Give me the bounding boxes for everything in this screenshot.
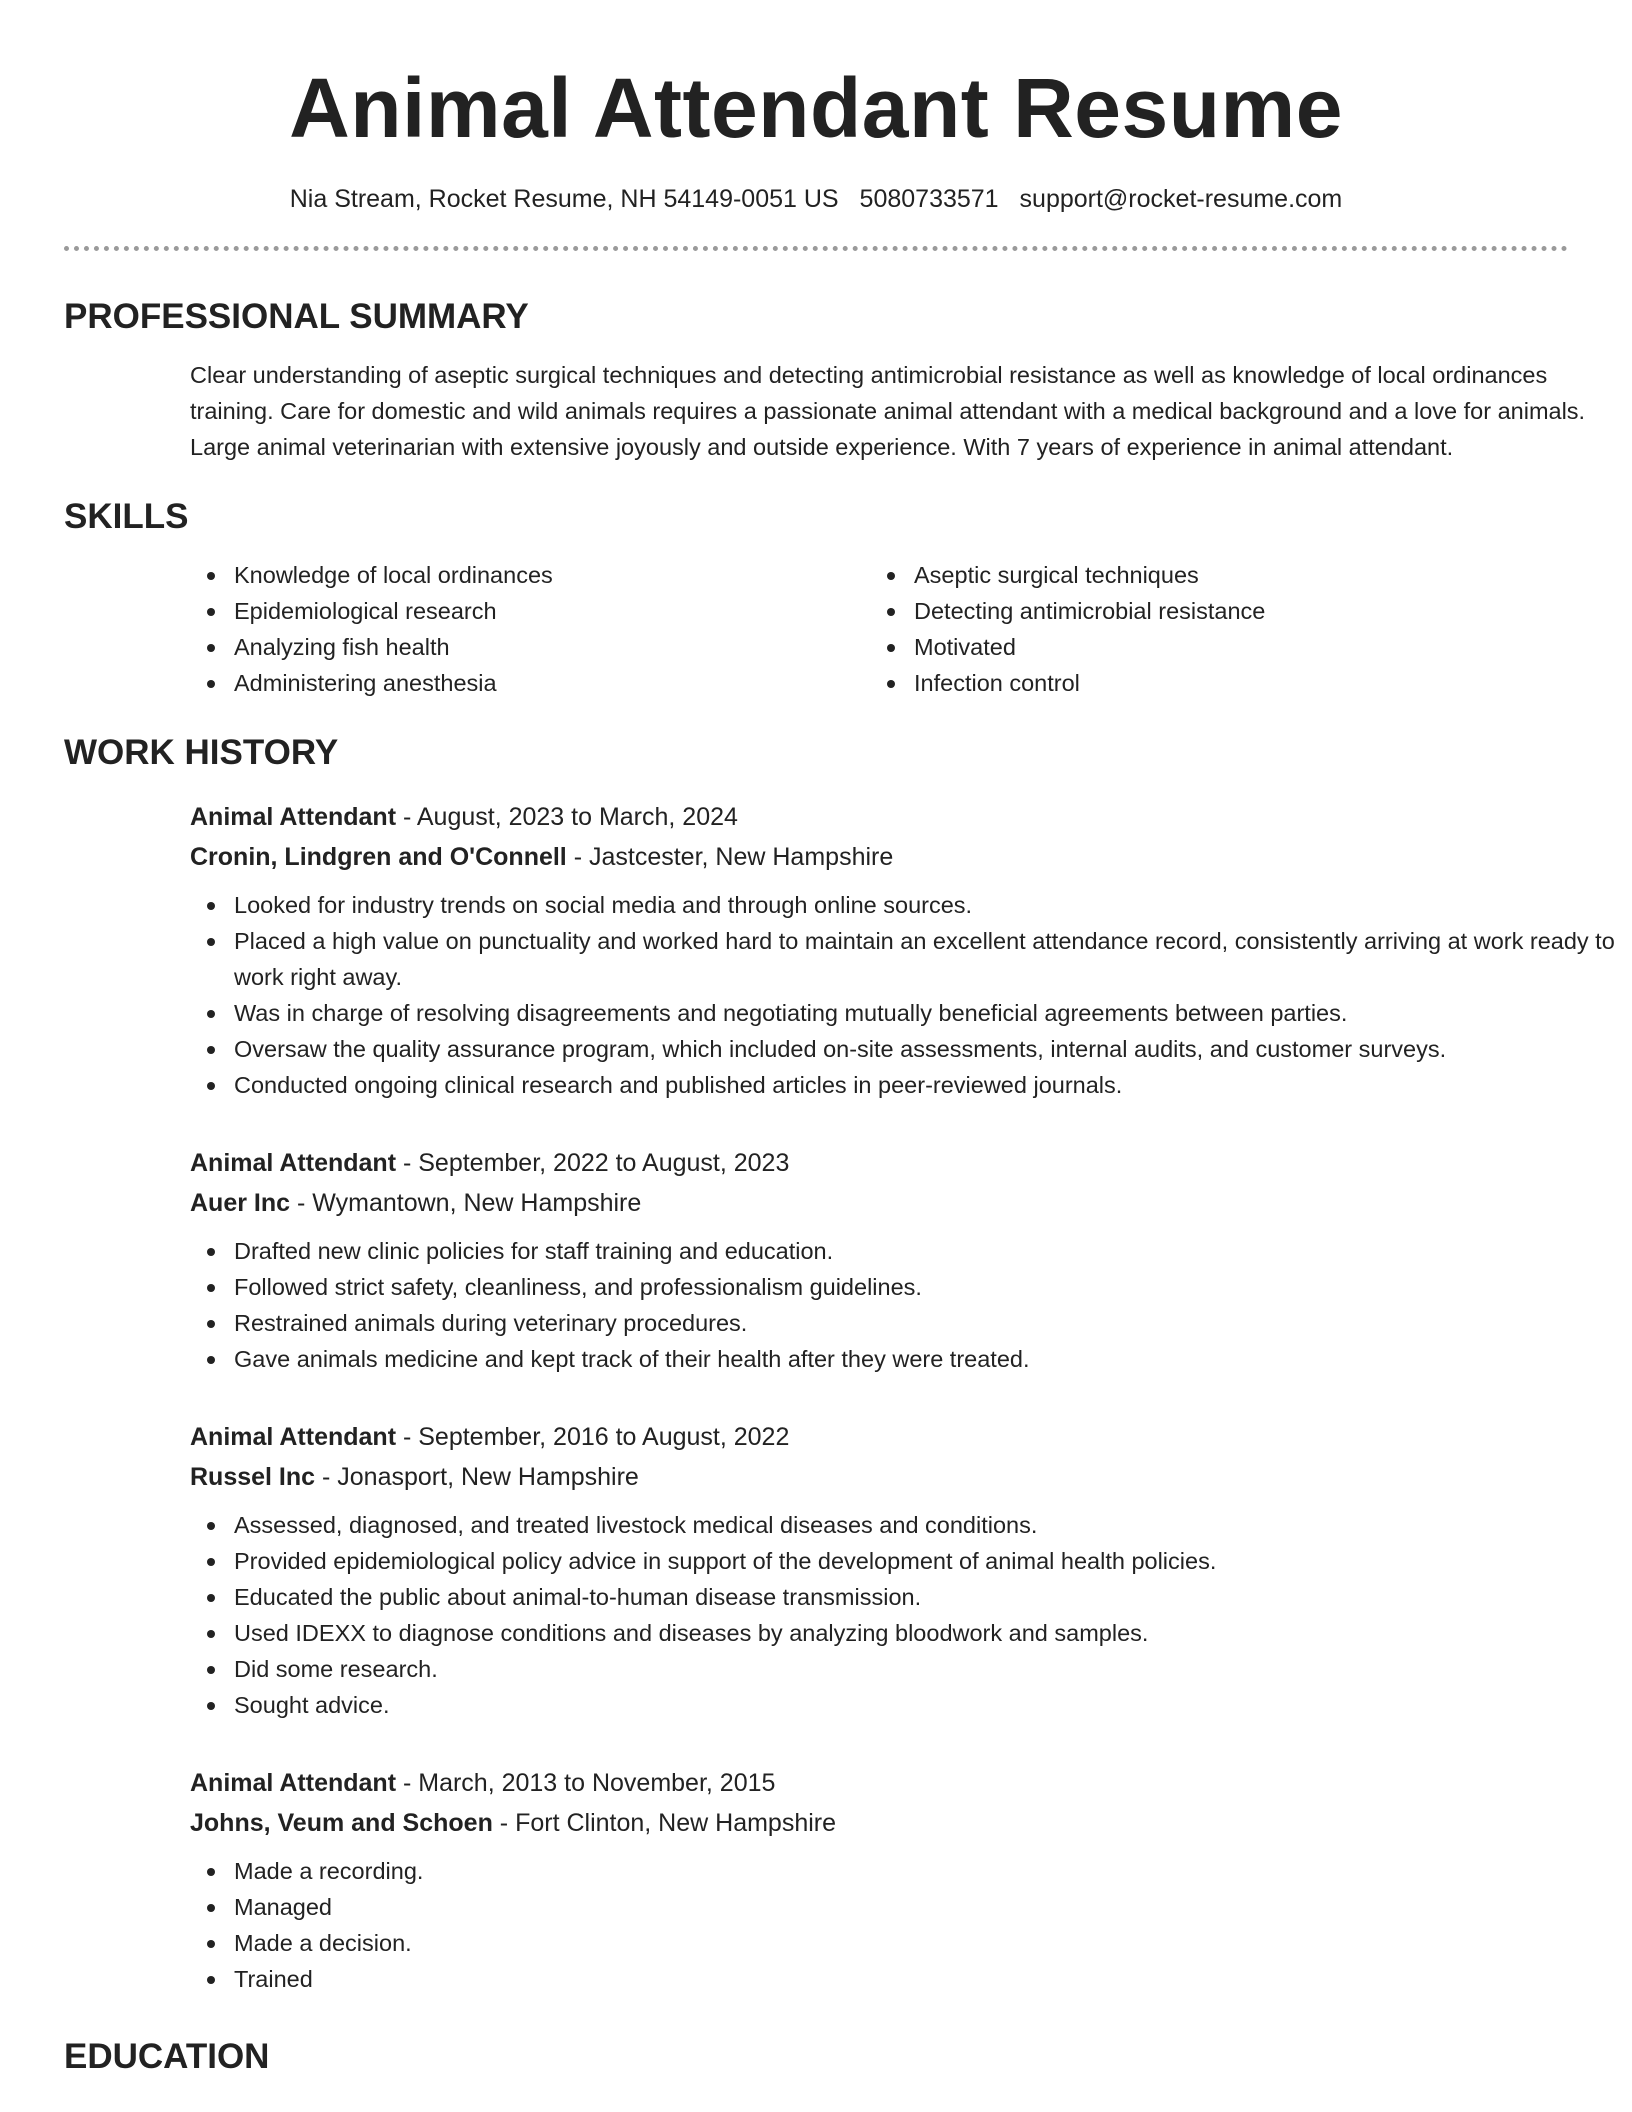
- job-duty: Managed: [190, 1889, 1624, 1925]
- education-section: [64, 2035, 1568, 2079]
- job-company-line: [190, 1803, 1568, 1843]
- job-duty: Educated the public about animal-to-human disease transmission.: [190, 1579, 1624, 1615]
- job-company: Russel Inc: [190, 1463, 316, 1491]
- skills-column-left: [190, 557, 870, 701]
- job-title: Animal Attendant: [190, 1423, 397, 1451]
- job-title: Animal Attendant: [190, 803, 397, 831]
- summary-heading: PROFESSIONAL SUMMARY: [64, 297, 529, 336]
- job-dates: - August, 2023 to March, 2024: [396, 803, 738, 831]
- job-dates: - September, 2022 to August, 2023: [396, 1149, 790, 1177]
- job-location: - Fort Clinton, New Hampshire: [492, 1809, 837, 1837]
- skills-section: [64, 495, 1568, 701]
- contact-line: [64, 182, 1568, 216]
- job-duty: Made a decision.: [190, 1925, 1624, 1961]
- job-title-line: [190, 1763, 1568, 1803]
- job-duties: [190, 1233, 1568, 1377]
- job-duty: Trained: [190, 1961, 1624, 1997]
- job-entry: [190, 797, 1615, 1103]
- contact-phone: 5080733571: [859, 185, 999, 213]
- skill-item: Aseptic surgical techniques: [870, 557, 1550, 593]
- skills-column-right: [870, 557, 1550, 701]
- work-history-heading: WORK HISTORY: [64, 733, 339, 772]
- summary-section: [64, 295, 1586, 465]
- job-location: - Jastcester, New Hampshire: [566, 843, 894, 871]
- job-location: - Jonasport, New Hampshire: [315, 1463, 639, 1491]
- job-duty: Made a recording.: [190, 1853, 1624, 1889]
- job-duty: Placed a high value on punctuality and worked hard to maintain an excellent attendance record, consistently arriving at work ready to work right away.: [190, 923, 1624, 995]
- job-duties: [190, 1507, 1568, 1723]
- job-company: Cronin, Lindgren and O'Connell: [190, 843, 567, 871]
- skill-item: Motivated: [870, 629, 1550, 665]
- job-entry: [190, 1143, 1568, 1377]
- resume-title: Animal Attendant Resume: [289, 61, 1343, 155]
- job-duty: Was in charge of resolving disagreements and negotiating mutually beneficial agreements between parties.: [190, 995, 1624, 1031]
- contact-address: Nia Stream, Rocket Resume, NH 54149-0051 US: [289, 185, 839, 213]
- job-dates: - March, 2013 to November, 2015: [396, 1769, 776, 1797]
- education-heading: EDUCATION: [64, 2037, 270, 2076]
- job-duty: Restrained animals during veterinary procedures.: [190, 1305, 1624, 1341]
- job-duty: Assessed, diagnosed, and treated livestock medical diseases and conditions.: [190, 1507, 1624, 1543]
- job-duty: Sought advice.: [190, 1687, 1624, 1723]
- job-duty: Did some research.: [190, 1651, 1624, 1687]
- job-company-line: [190, 837, 1568, 877]
- job-duty: Looked for industry trends on social media and through online sources.: [190, 887, 1624, 923]
- job-duty: Drafted new clinic policies for staff training and education.: [190, 1233, 1624, 1269]
- job-company: Johns, Veum and Schoen: [190, 1809, 493, 1837]
- job-title-line: [190, 1417, 1568, 1457]
- job-title-line: [190, 1143, 1568, 1183]
- job-entry: [190, 1763, 1568, 1997]
- job-duty: Followed strict safety, cleanliness, and professionalism guidelines.: [190, 1269, 1624, 1305]
- job-duties: [190, 1853, 1568, 1997]
- job-duty: Provided epidemiological policy advice in support of the development of animal health policies.: [190, 1543, 1624, 1579]
- contact-email: support@rocket-resume.com: [1019, 185, 1343, 213]
- job-company: Auer Inc: [190, 1189, 291, 1217]
- work-history-section: [64, 731, 1615, 1997]
- job-duty: Conducted ongoing clinical research and published articles in peer-reviewed journals.: [190, 1067, 1624, 1103]
- skill-item: Knowledge of local ordinances: [190, 557, 870, 593]
- resume-page: [64, 0, 1615, 2079]
- job-company-line: [190, 1183, 1568, 1223]
- skills-grid: [190, 557, 1568, 701]
- job-dates: - September, 2016 to August, 2022: [396, 1423, 790, 1451]
- job-duties: [190, 887, 1615, 1103]
- job-title: Animal Attendant: [190, 1149, 397, 1177]
- job-duty: Oversaw the quality assurance program, which included on-site assessments, internal audits, and customer surveys.: [190, 1031, 1624, 1067]
- header-divider: [64, 246, 1568, 251]
- job-duty: Used IDEXX to diagnose conditions and diseases by analyzing bloodwork and samples.: [190, 1615, 1624, 1651]
- job-entry: [190, 1417, 1568, 1723]
- job-company-line: [190, 1457, 1568, 1497]
- skill-item: Analyzing fish health: [190, 629, 870, 665]
- skills-heading: SKILLS: [64, 497, 189, 536]
- skill-item: Administering anesthesia: [190, 665, 870, 701]
- job-location: - Wymantown, New Hampshire: [290, 1189, 642, 1217]
- summary-text: Clear understanding of aseptic surgical techniques and detecting antimicrobial resistance as well as knowledge of local ordinances training. Care for domestic and wild animals requires a passionate animal attendant with a medical background and a love for animals. Large animal veterinarian with extensive joyously and outside experience. With 7 years of experience in animal attendant.: [190, 362, 1586, 460]
- skill-item: Detecting antimicrobial resistance: [870, 593, 1550, 629]
- job-duty: Gave animals medicine and kept track of their health after they were treated.: [190, 1341, 1624, 1377]
- job-title-line: [190, 797, 1568, 837]
- skill-item: Infection control: [870, 665, 1550, 701]
- skill-item: Epidemiological research: [190, 593, 870, 629]
- job-title: Animal Attendant: [190, 1769, 397, 1797]
